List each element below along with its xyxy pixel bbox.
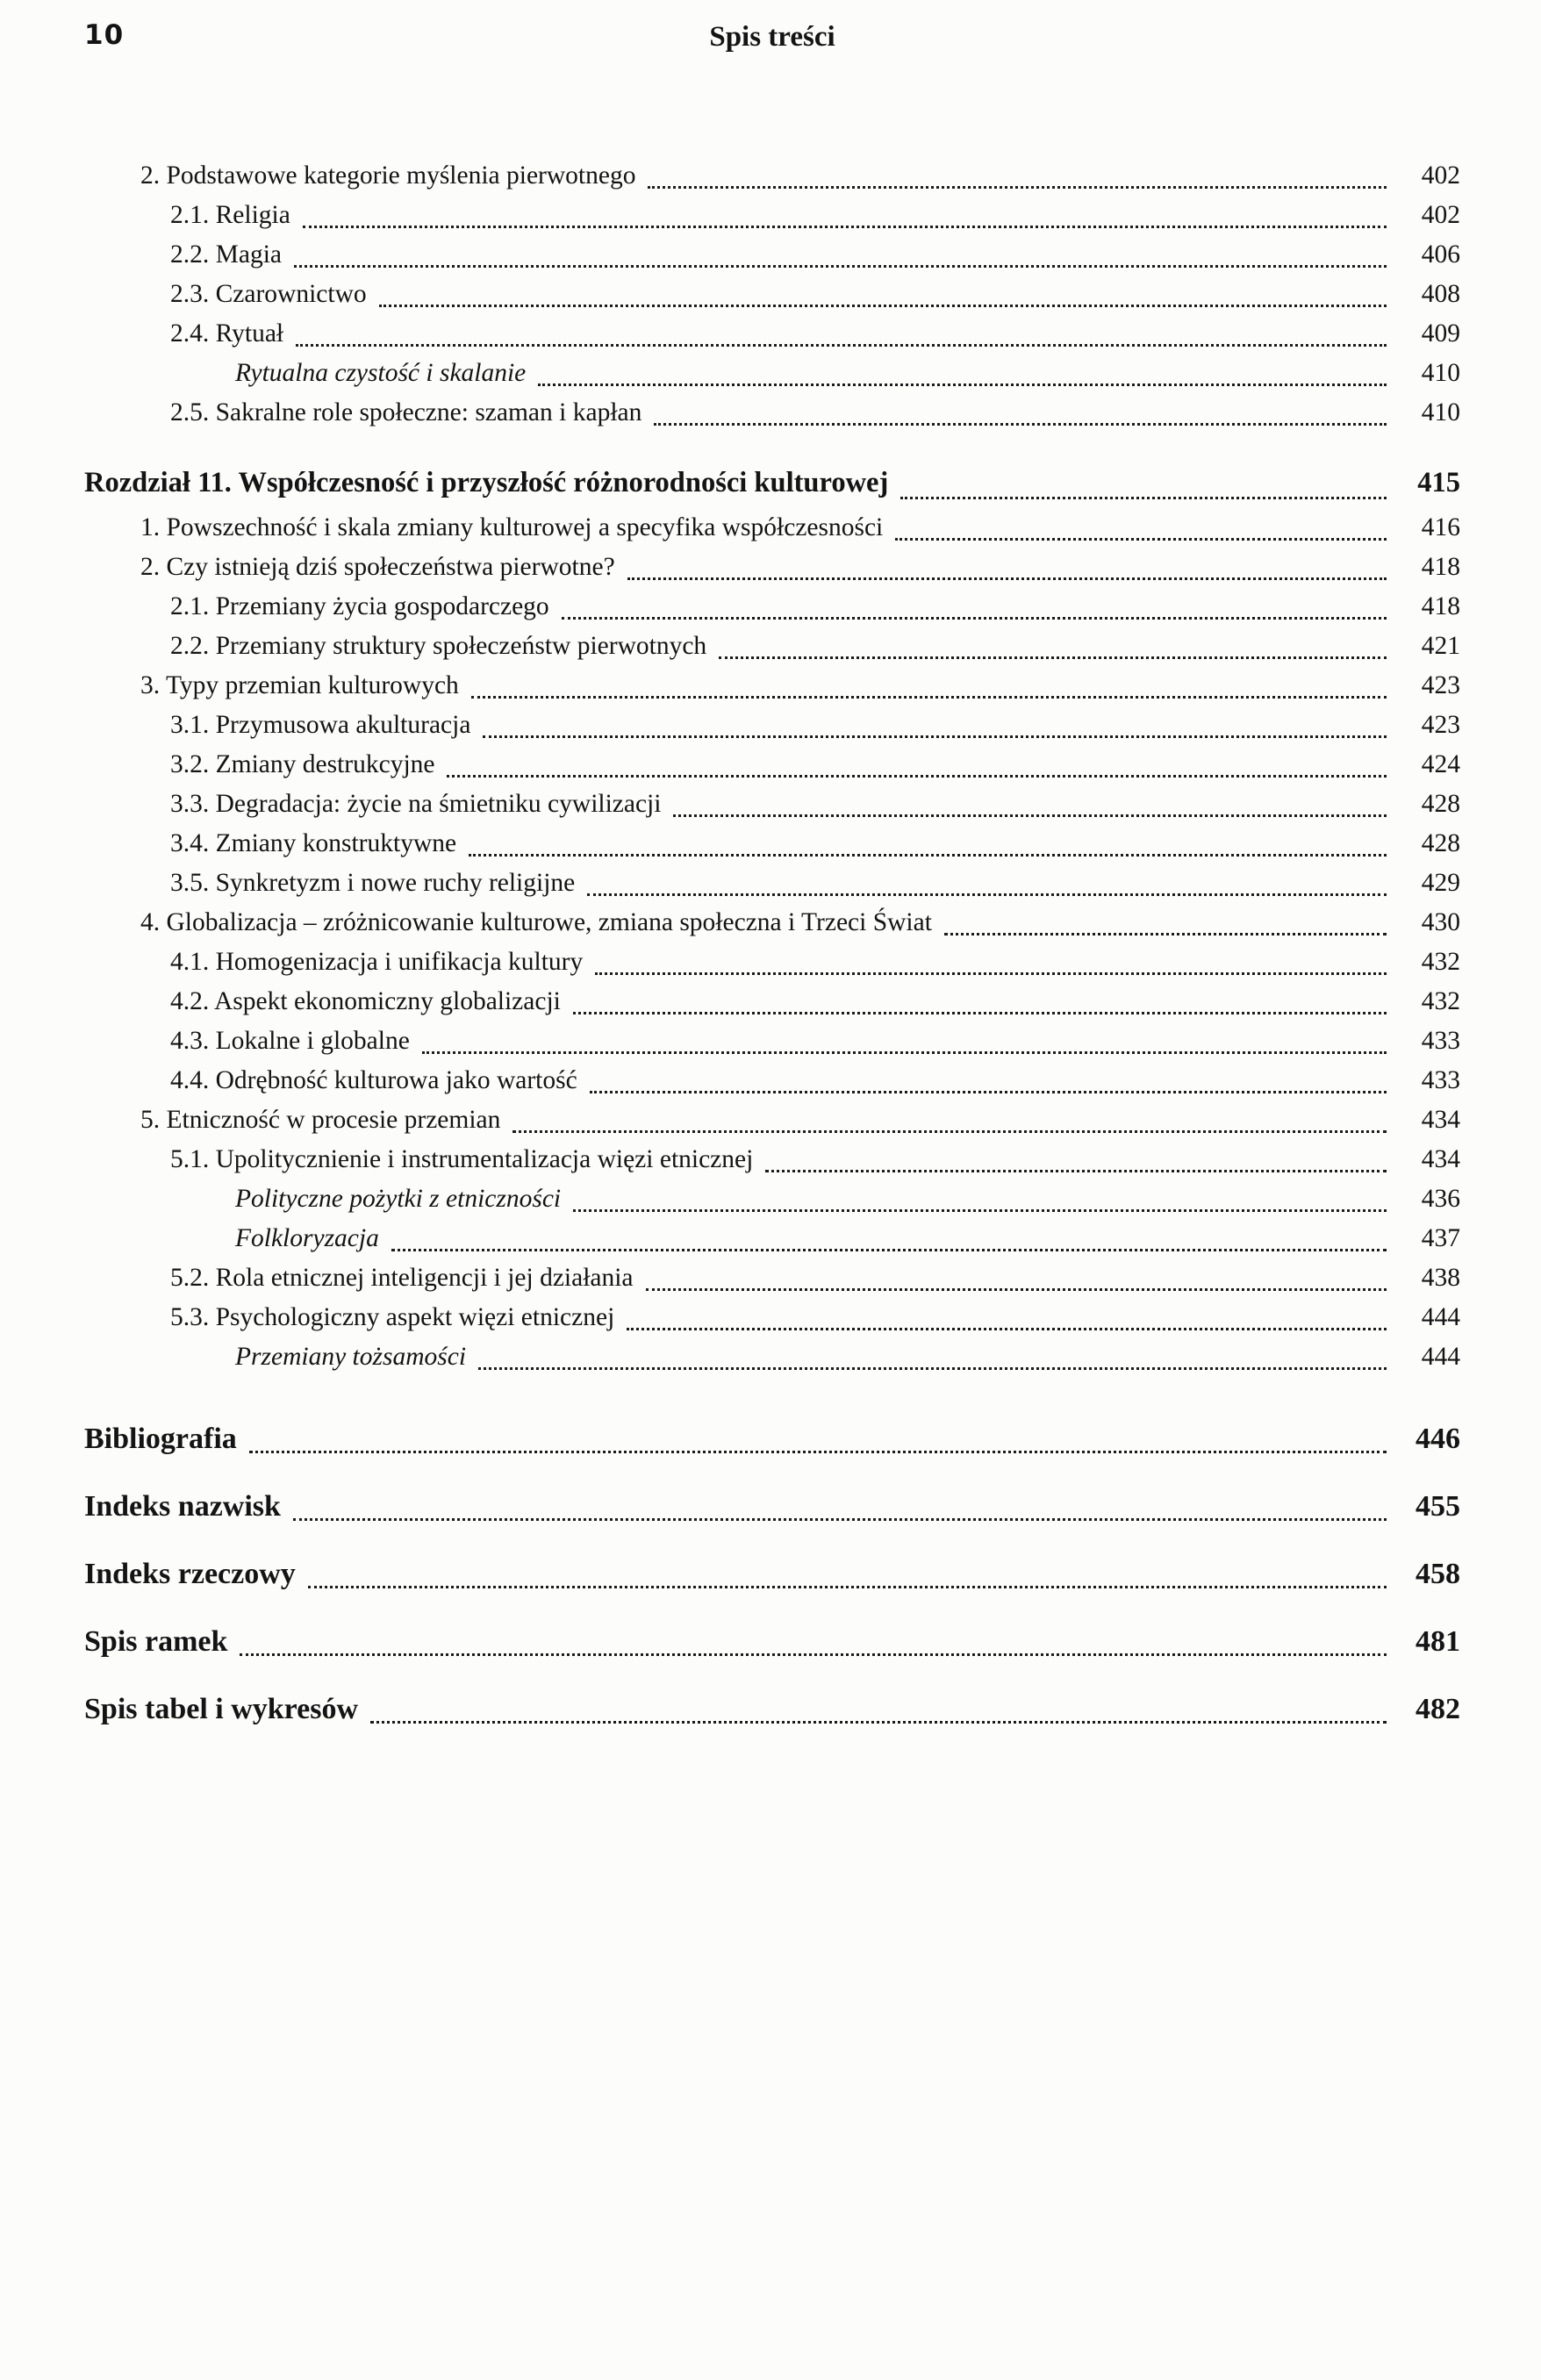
toc-entry-page: 402 <box>1421 161 1460 190</box>
toc-entry <box>170 314 1460 354</box>
toc-entry <box>170 943 1460 982</box>
toc-entry-label: Indeks nazwisk <box>84 1490 281 1523</box>
dot-leader <box>512 1130 1387 1133</box>
toc-entry-page: 444 <box>1421 1343 1460 1371</box>
toc-entry <box>170 824 1460 864</box>
dot-leader <box>719 656 1387 659</box>
toc-entry-page: 458 <box>1416 1558 1460 1590</box>
dot-leader <box>538 384 1387 386</box>
toc-entry-page: 436 <box>1421 1185 1460 1213</box>
dot-leader <box>370 1721 1387 1724</box>
toc-entry <box>140 903 1460 943</box>
toc-entry-page: 418 <box>1421 553 1460 581</box>
toc-group-chapter11 <box>84 457 1460 1377</box>
toc-entry-page: 446 <box>1416 1423 1460 1455</box>
dot-leader <box>293 1518 1387 1521</box>
dot-leader <box>648 186 1387 189</box>
dot-leader <box>900 497 1387 499</box>
toc-entry <box>140 548 1460 587</box>
toc-entry-label: 3. Typy przemian kulturowych <box>140 671 459 699</box>
toc-entry-label: 2.5. Sakralne role społeczne: szaman i kapłan <box>170 398 642 427</box>
toc-entry <box>170 706 1460 745</box>
toc-group-front <box>84 156 1460 433</box>
dot-leader <box>471 696 1387 699</box>
toc-entry-label: 3.1. Przymusowa akulturacja <box>170 711 471 739</box>
toc-entry-label: Polityczne pożytki z etniczności <box>235 1185 562 1213</box>
toc-entry <box>170 785 1460 824</box>
dot-leader <box>422 1051 1387 1054</box>
toc-entry <box>170 587 1460 627</box>
dot-leader <box>303 226 1387 228</box>
toc-entry-page: 402 <box>1421 201 1460 229</box>
dot-leader <box>294 265 1387 268</box>
toc-entry-label: 4.4. Odrębność kulturowa jako wartość <box>170 1066 577 1094</box>
toc-entry <box>84 1485 1460 1529</box>
toc-entry-page: 418 <box>1421 592 1460 620</box>
dot-leader <box>573 1209 1387 1212</box>
toc-entry-page: 423 <box>1421 671 1460 699</box>
toc-entry <box>235 1179 1460 1219</box>
toc-entry-page: 434 <box>1421 1106 1460 1134</box>
toc-entry-label: 3.3. Degradacja: życie na śmietniku cywilizacji <box>170 790 662 818</box>
toc-entry-label: Indeks rzeczowy <box>84 1558 296 1590</box>
toc-entry <box>170 1061 1460 1100</box>
toc-entry <box>235 354 1460 393</box>
toc-entry-page: 428 <box>1421 790 1460 818</box>
toc-entry <box>84 457 1460 508</box>
running-header-title: Spis treści <box>709 21 835 53</box>
dot-leader <box>240 1653 1387 1656</box>
toc-entry-page: 430 <box>1421 908 1460 936</box>
dot-leader <box>391 1249 1387 1251</box>
toc-entry-label: 2.2. Magia <box>170 240 282 269</box>
toc-list <box>84 156 1460 1731</box>
toc-entry-label: 5.1. Upolitycznienie i instrumentalizacja więzi etnicznej <box>170 1145 754 1173</box>
page-content <box>84 0 1460 1731</box>
toc-entry-label: 2.4. Rytuał <box>170 319 284 348</box>
toc-entry <box>140 156 1460 196</box>
toc-entry <box>170 1022 1460 1061</box>
toc-entry-page: 410 <box>1421 398 1460 427</box>
dot-leader <box>249 1451 1387 1453</box>
toc-entry-page: 482 <box>1416 1693 1460 1725</box>
folio-page-number: 10 <box>84 19 125 51</box>
toc-entry-label: 3.2. Zmiany destrukcyjne <box>170 750 435 778</box>
toc-entry-page: 406 <box>1421 240 1460 269</box>
running-header <box>84 19 1460 75</box>
dot-leader <box>447 775 1387 778</box>
toc-entry-label: 2.1. Przemiany życia gospodarczego <box>170 592 549 620</box>
dot-leader <box>646 1288 1387 1291</box>
toc-entry-label: 5.3. Psychologiczny aspekt więzi etnicznej <box>170 1303 615 1331</box>
dot-leader <box>573 1012 1387 1014</box>
toc-entry <box>84 1417 1460 1461</box>
toc-entry <box>170 275 1460 314</box>
dot-leader <box>765 1170 1387 1172</box>
dot-leader <box>590 1091 1387 1093</box>
toc-entry <box>170 1298 1460 1337</box>
dot-leader <box>296 344 1387 347</box>
toc-entry <box>170 1140 1460 1179</box>
toc-entry-page: 437 <box>1421 1224 1460 1252</box>
toc-entry <box>170 982 1460 1022</box>
toc-entry-label: 5. Etniczność w procesie przemian <box>140 1106 501 1134</box>
toc-entry-label: 1. Powszechność i skala zmiany kulturowej a specyfika współczesności <box>140 513 884 541</box>
toc-entry-page: 444 <box>1421 1303 1460 1331</box>
dot-leader <box>895 538 1387 541</box>
toc-entry-label: 4. Globalizacja – zróżnicowanie kulturowe, zmiana społeczna i Trzeci Świat <box>140 908 932 936</box>
toc-entry <box>235 1337 1460 1377</box>
toc-entry-page: 438 <box>1421 1264 1460 1292</box>
toc-entry <box>84 1620 1460 1664</box>
toc-entry-label: 3.5. Synkretyzm i nowe ruchy religijne <box>170 869 576 897</box>
toc-entry-label: Spis ramek <box>84 1625 228 1658</box>
toc-entry-page: 455 <box>1416 1490 1460 1523</box>
toc-entry-page: 481 <box>1416 1625 1460 1658</box>
toc-entry-page: 409 <box>1421 319 1460 348</box>
dot-leader <box>483 735 1387 738</box>
toc-entry-label: 4.3. Lokalne i globalne <box>170 1027 410 1055</box>
toc-entry <box>170 864 1460 903</box>
toc-entry-label: Rozdział 11. Współczesność i przyszłość różnorodności kulturowej <box>84 467 889 498</box>
toc-entry <box>84 1552 1460 1596</box>
dot-leader <box>595 972 1387 975</box>
toc-entry-page: 421 <box>1421 632 1460 660</box>
dot-leader <box>673 814 1387 817</box>
toc-group-backmatter <box>84 1417 1460 1731</box>
dot-leader <box>308 1586 1387 1588</box>
toc-entry-page: 434 <box>1421 1145 1460 1173</box>
dot-leader <box>478 1367 1387 1370</box>
toc-entry-page: 423 <box>1421 711 1460 739</box>
toc-entry-page: 433 <box>1421 1066 1460 1094</box>
toc-entry-label: 5.2. Rola etnicznej inteligencji i jej działania <box>170 1264 634 1292</box>
toc-entry <box>235 1219 1460 1258</box>
toc-entry-label: 4.2. Aspekt ekonomiczny globalizacji <box>170 987 561 1015</box>
toc-entry-label: 4.1. Homogenizacja i unifikacja kultury <box>170 948 584 976</box>
toc-entry-label: 2.1. Religia <box>170 201 290 229</box>
toc-entry-page: 424 <box>1421 750 1460 778</box>
toc-entry-label: Rytualna czystość i skalanie <box>235 359 527 387</box>
toc-entry-page: 433 <box>1421 1027 1460 1055</box>
toc-entry <box>170 196 1460 235</box>
toc-entry <box>84 1688 1460 1731</box>
toc-entry-page: 410 <box>1421 359 1460 387</box>
dot-leader <box>469 854 1387 857</box>
toc-entry-label: Bibliografia <box>84 1423 237 1455</box>
toc-entry-label: 2.3. Czarownictwo <box>170 280 367 308</box>
dot-leader <box>627 1328 1387 1330</box>
toc-entry-label: 3.4. Zmiany konstruktywne <box>170 829 457 857</box>
toc-entry-page: 408 <box>1421 280 1460 308</box>
toc-entry <box>170 745 1460 785</box>
toc-entry-page: 416 <box>1421 513 1460 541</box>
dot-leader <box>562 617 1387 620</box>
toc-entry-label: Folkloryzacja <box>235 1224 379 1252</box>
dot-leader <box>654 423 1387 426</box>
toc-entry <box>170 1258 1460 1298</box>
dot-leader <box>944 933 1387 936</box>
dot-leader <box>627 577 1387 580</box>
toc-entry-label: 2.2. Przemiany struktury społeczeństw pierwotnych <box>170 632 707 660</box>
toc-entry-label: Spis tabel i wykresów <box>84 1693 359 1725</box>
toc-entry <box>140 1100 1460 1140</box>
toc-entry-label: 2. Podstawowe kategorie myślenia pierwotnego <box>140 161 636 190</box>
toc-entry-page: 428 <box>1421 829 1460 857</box>
toc-entry <box>170 393 1460 433</box>
toc-entry-page: 432 <box>1421 987 1460 1015</box>
dot-leader <box>379 305 1387 307</box>
toc-entry <box>140 508 1460 548</box>
toc-entry <box>140 666 1460 706</box>
toc-entry-page: 429 <box>1421 869 1460 897</box>
toc-entry <box>170 627 1460 666</box>
toc-entry-label: 2. Czy istnieją dziś społeczeństwa pierwotne? <box>140 553 615 581</box>
toc-entry-page: 432 <box>1421 948 1460 976</box>
toc-entry <box>170 235 1460 275</box>
toc-entry-page: 415 <box>1417 467 1460 498</box>
toc-entry-label: Przemiany tożsamości <box>235 1343 467 1371</box>
dot-leader <box>587 893 1387 896</box>
